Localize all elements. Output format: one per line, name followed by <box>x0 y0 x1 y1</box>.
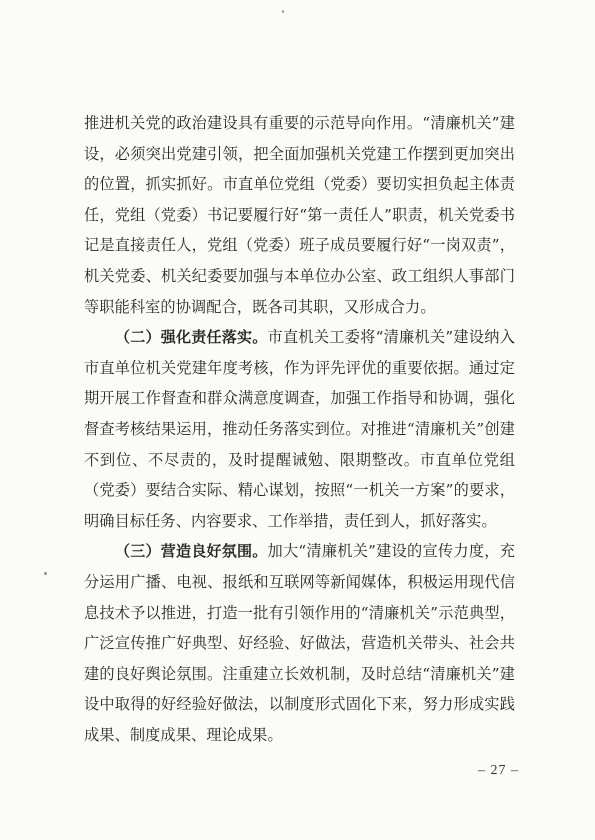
section-heading-2: （二）强化责任落实。 <box>115 328 268 347</box>
paragraph-2-text: 市直机关工委将“清廉机关”建设纳入市直单位机关党建年度考核，作为评先评优的重要依据。通过定期开展工作督查和群众满意度调查，加强工作指导和协调，强化督查考核结果运用，推动任务落实到位。对推进“清廉机关”创建不到位、不尽责的，及时提醒诫勉、限期整改。市直单位党组（党委）要结合实际、精心谋划，按照“一机关一方案”的要求，明确目标任务、内容要求、工作举措，责任到人，抓好落实。 <box>84 328 515 530</box>
paragraph-1-text: 推进机关党的政治建设具有重要的示范导向作用。“清廉机关”建设，必须突出党建引领，把全面加强机关党建工作摆到更加突出的位置，抓实抓好。市直单位党组（党委）要切实担负起主体责任，党组（党委）书记要履行好“第一责任人”职责，机关党委书记是直接责任人，党组（党委）班子成员要履行好“一岗双责”，机关党委、机关纪委要加强与本单位办公室、政工组织人事部门等职能科室的协调配合，既各司其职，又形成合力。 <box>84 114 515 316</box>
paragraph-1 <box>84 108 515 322</box>
scan-mark-top <box>282 10 284 13</box>
paragraph-3 <box>84 536 515 750</box>
page-number: – 27 – <box>478 763 519 778</box>
paragraph-3-text: 加大“清廉机关”建设的宣传力度，充分运用广播、电视、报纸和互联网等新闻媒体，积极运用现代信息技术予以推进，打造一批有引领作用的“清廉机关”示范典型，广泛宣传推广好典型、好经验、好做法，营造机关带头、社会共建的良好舆论氛围。注重建立长效机制，及时总结“清廉机关”建设中取得的好经验好做法，以制度形式固化下来，努力形成实践成果、制度成果、理论成果。 <box>84 542 515 744</box>
document-body <box>84 108 515 750</box>
scan-mark-left <box>44 572 47 575</box>
paragraph-2 <box>84 322 515 536</box>
section-heading-3: （三）营造良好氛围。 <box>115 542 268 561</box>
